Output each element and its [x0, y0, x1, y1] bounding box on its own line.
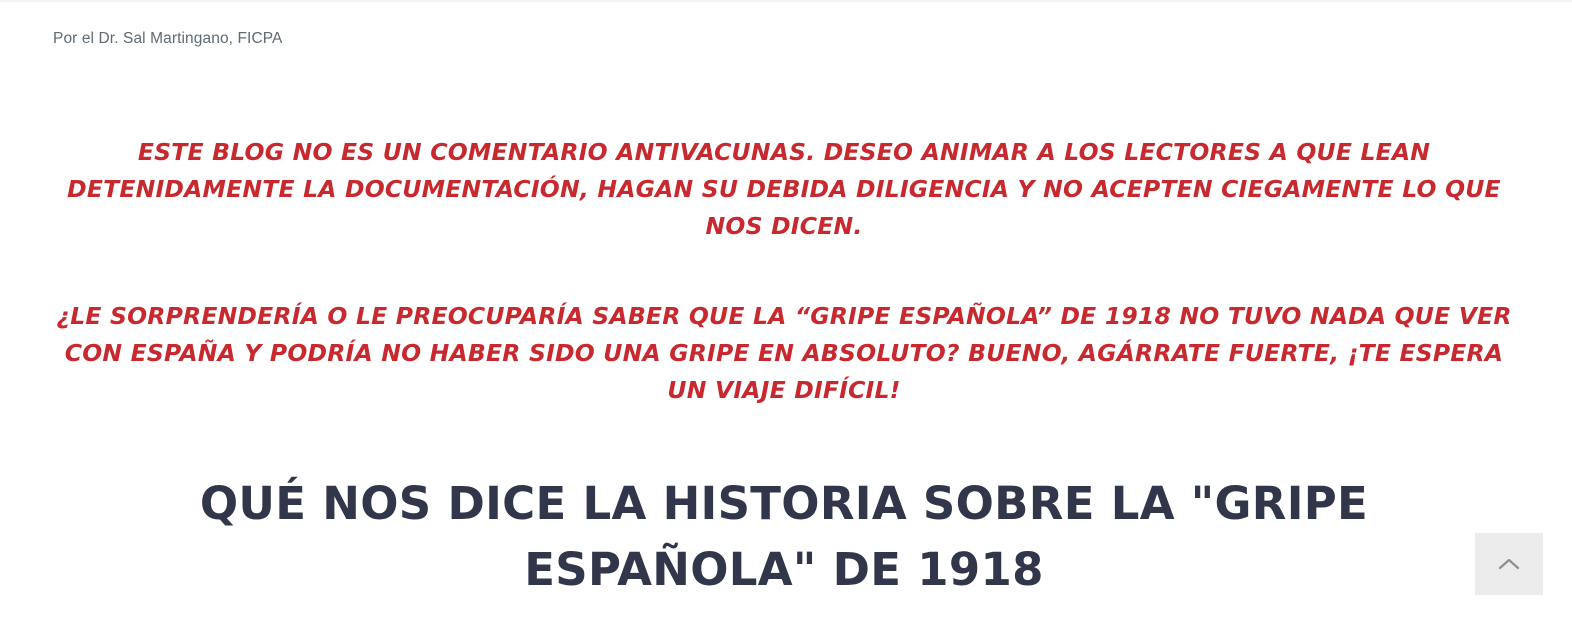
disclaimer-paragraph-2: ¿LE SORPRENDERÍA O LE PREOCUPARÍA SABER QUE LA “GRIPE ESPAÑOLA” DE 1918 NO TUVO NADA QUE VER CON ESPAÑA Y PODRÍA NO HABER SIDO UNA GRIPE EN ABSOLUTO? BUENO, AGÁRRATE FUERTE, ¡TE ESPERA UN VIAJE DIFÍCIL!: [56, 301, 1512, 405]
disclaimer-paragraph-1: ESTE BLOG NO ES UN COMENTARIO ANTIVACUNAS. DESEO ANIMAR A LOS LECTORES A QUE LEAN DETENIDAMENTE LA DOCUMENTACIÓN, HAGAN SU DEBIDA DILIGENCIA Y NO ACEPTEN CIEGAMENTE LO QUE NOS DICEN.: [67, 137, 1501, 240]
chevron-up-icon: [1498, 557, 1520, 571]
article-content: [53, 110, 1515, 632]
article-byline: Por el Dr. Sal Martingano, FICPA: [53, 30, 283, 47]
scroll-to-top-button[interactable]: [1475, 533, 1543, 595]
page-top-divider: [0, 0, 1572, 2]
page-title: QUÉ NOS DICE LA HISTORIA SOBRE LA "GRIPE ESPAÑOLA" DE 1918: [199, 477, 1369, 596]
